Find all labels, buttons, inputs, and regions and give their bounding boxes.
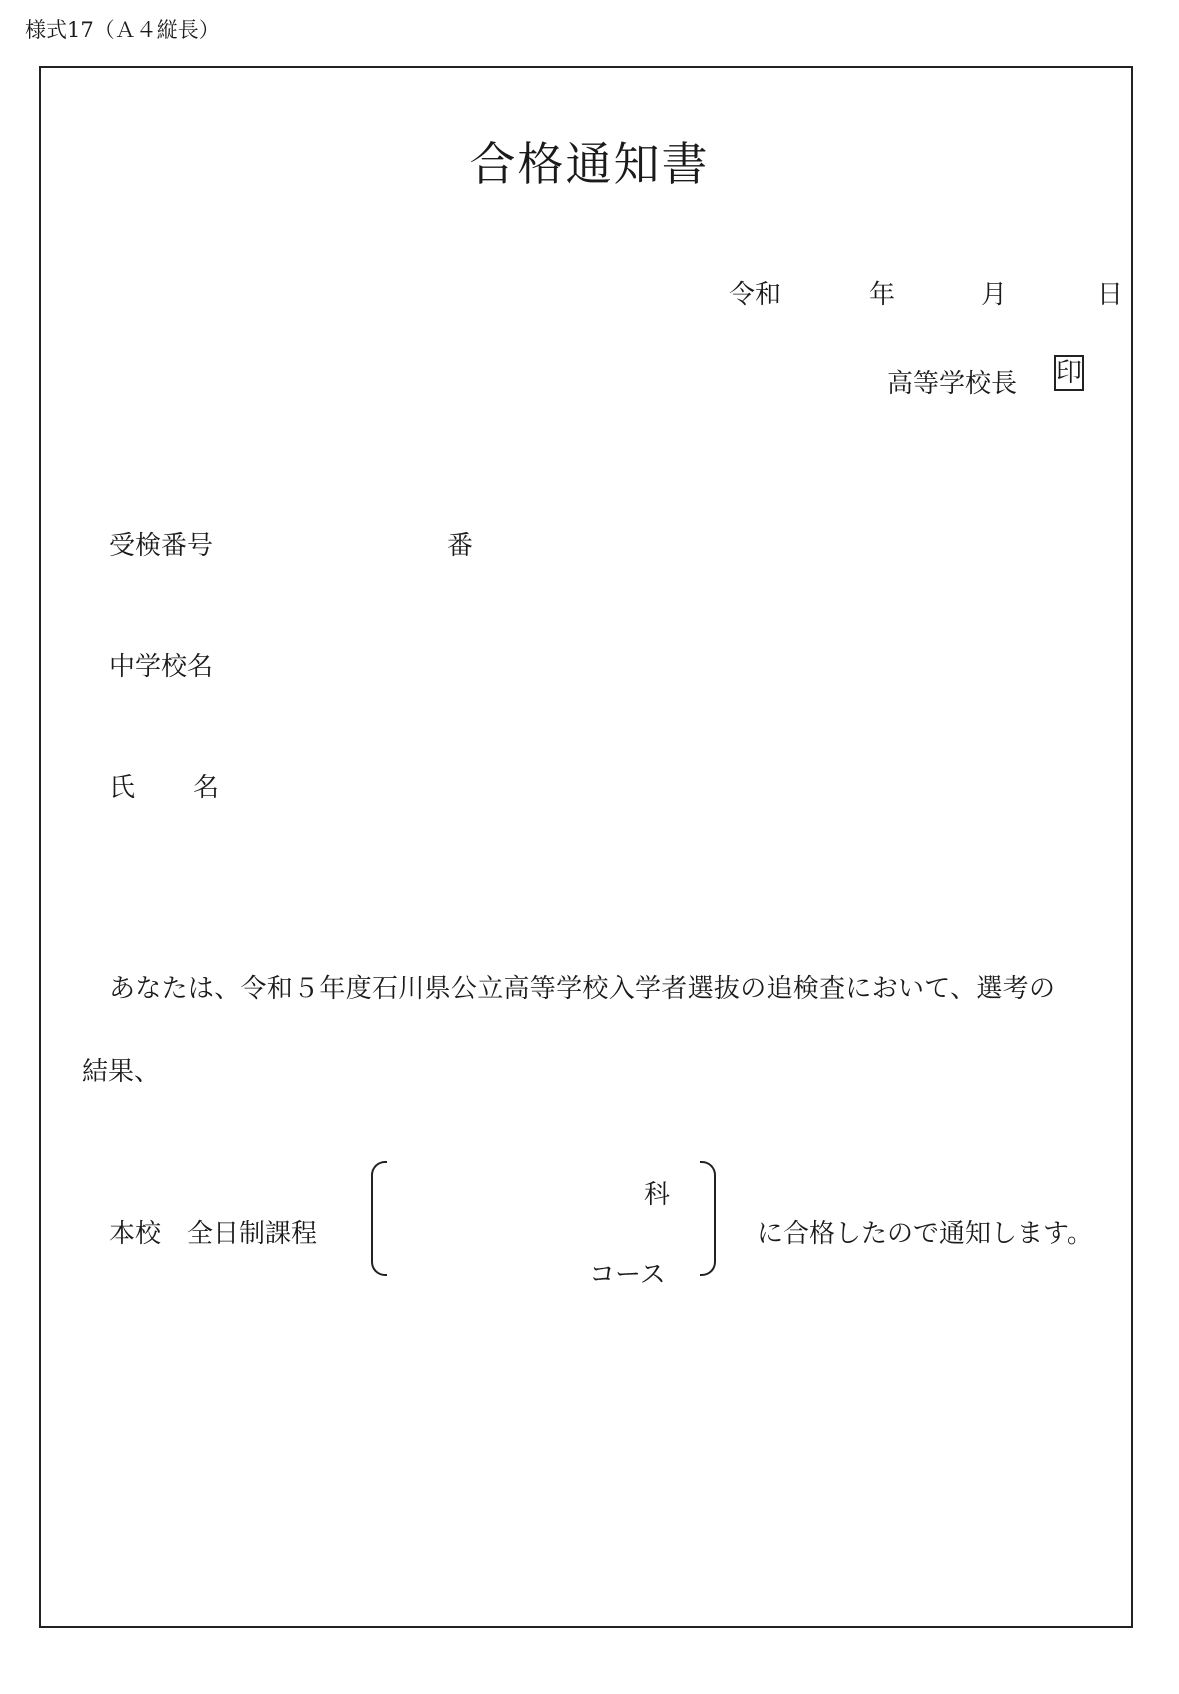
date-day-label: 日 [1097,280,1124,310]
document-frame [39,66,1133,1628]
course-label: コース [589,1260,666,1290]
bracket-left [371,1161,387,1276]
student-name-label-2: 名 [193,773,220,803]
bracket-right [700,1161,716,1276]
department-label: 科 [644,1180,671,1210]
body-line-1: あなたは、令和５年度石川県公立高等学校入学者選抜の追検査において、選考の [109,974,1056,1004]
seal-stamp: 印 [1054,355,1084,391]
body-line-2: 結果、 [82,1057,161,1087]
document-title: 合格通知書 [469,137,710,191]
student-name-label-1: 氏 [109,773,136,803]
date-era: 令和 [729,280,782,310]
acceptance-suffix: に合格したので通知します。 [757,1219,1093,1249]
school-name-label: 中学校名 [109,652,214,682]
form-number-label: 様式17（Ａ４縦長） [25,18,220,42]
principal-label: 高等学校長 [887,369,1018,399]
date-year-label: 年 [869,280,896,310]
exam-number-suffix: 番 [447,531,474,561]
date-month-label: 月 [981,280,1008,310]
school-course-prefix: 本校 全日制課程 [109,1219,318,1249]
exam-number-label: 受検番号 [109,531,214,561]
